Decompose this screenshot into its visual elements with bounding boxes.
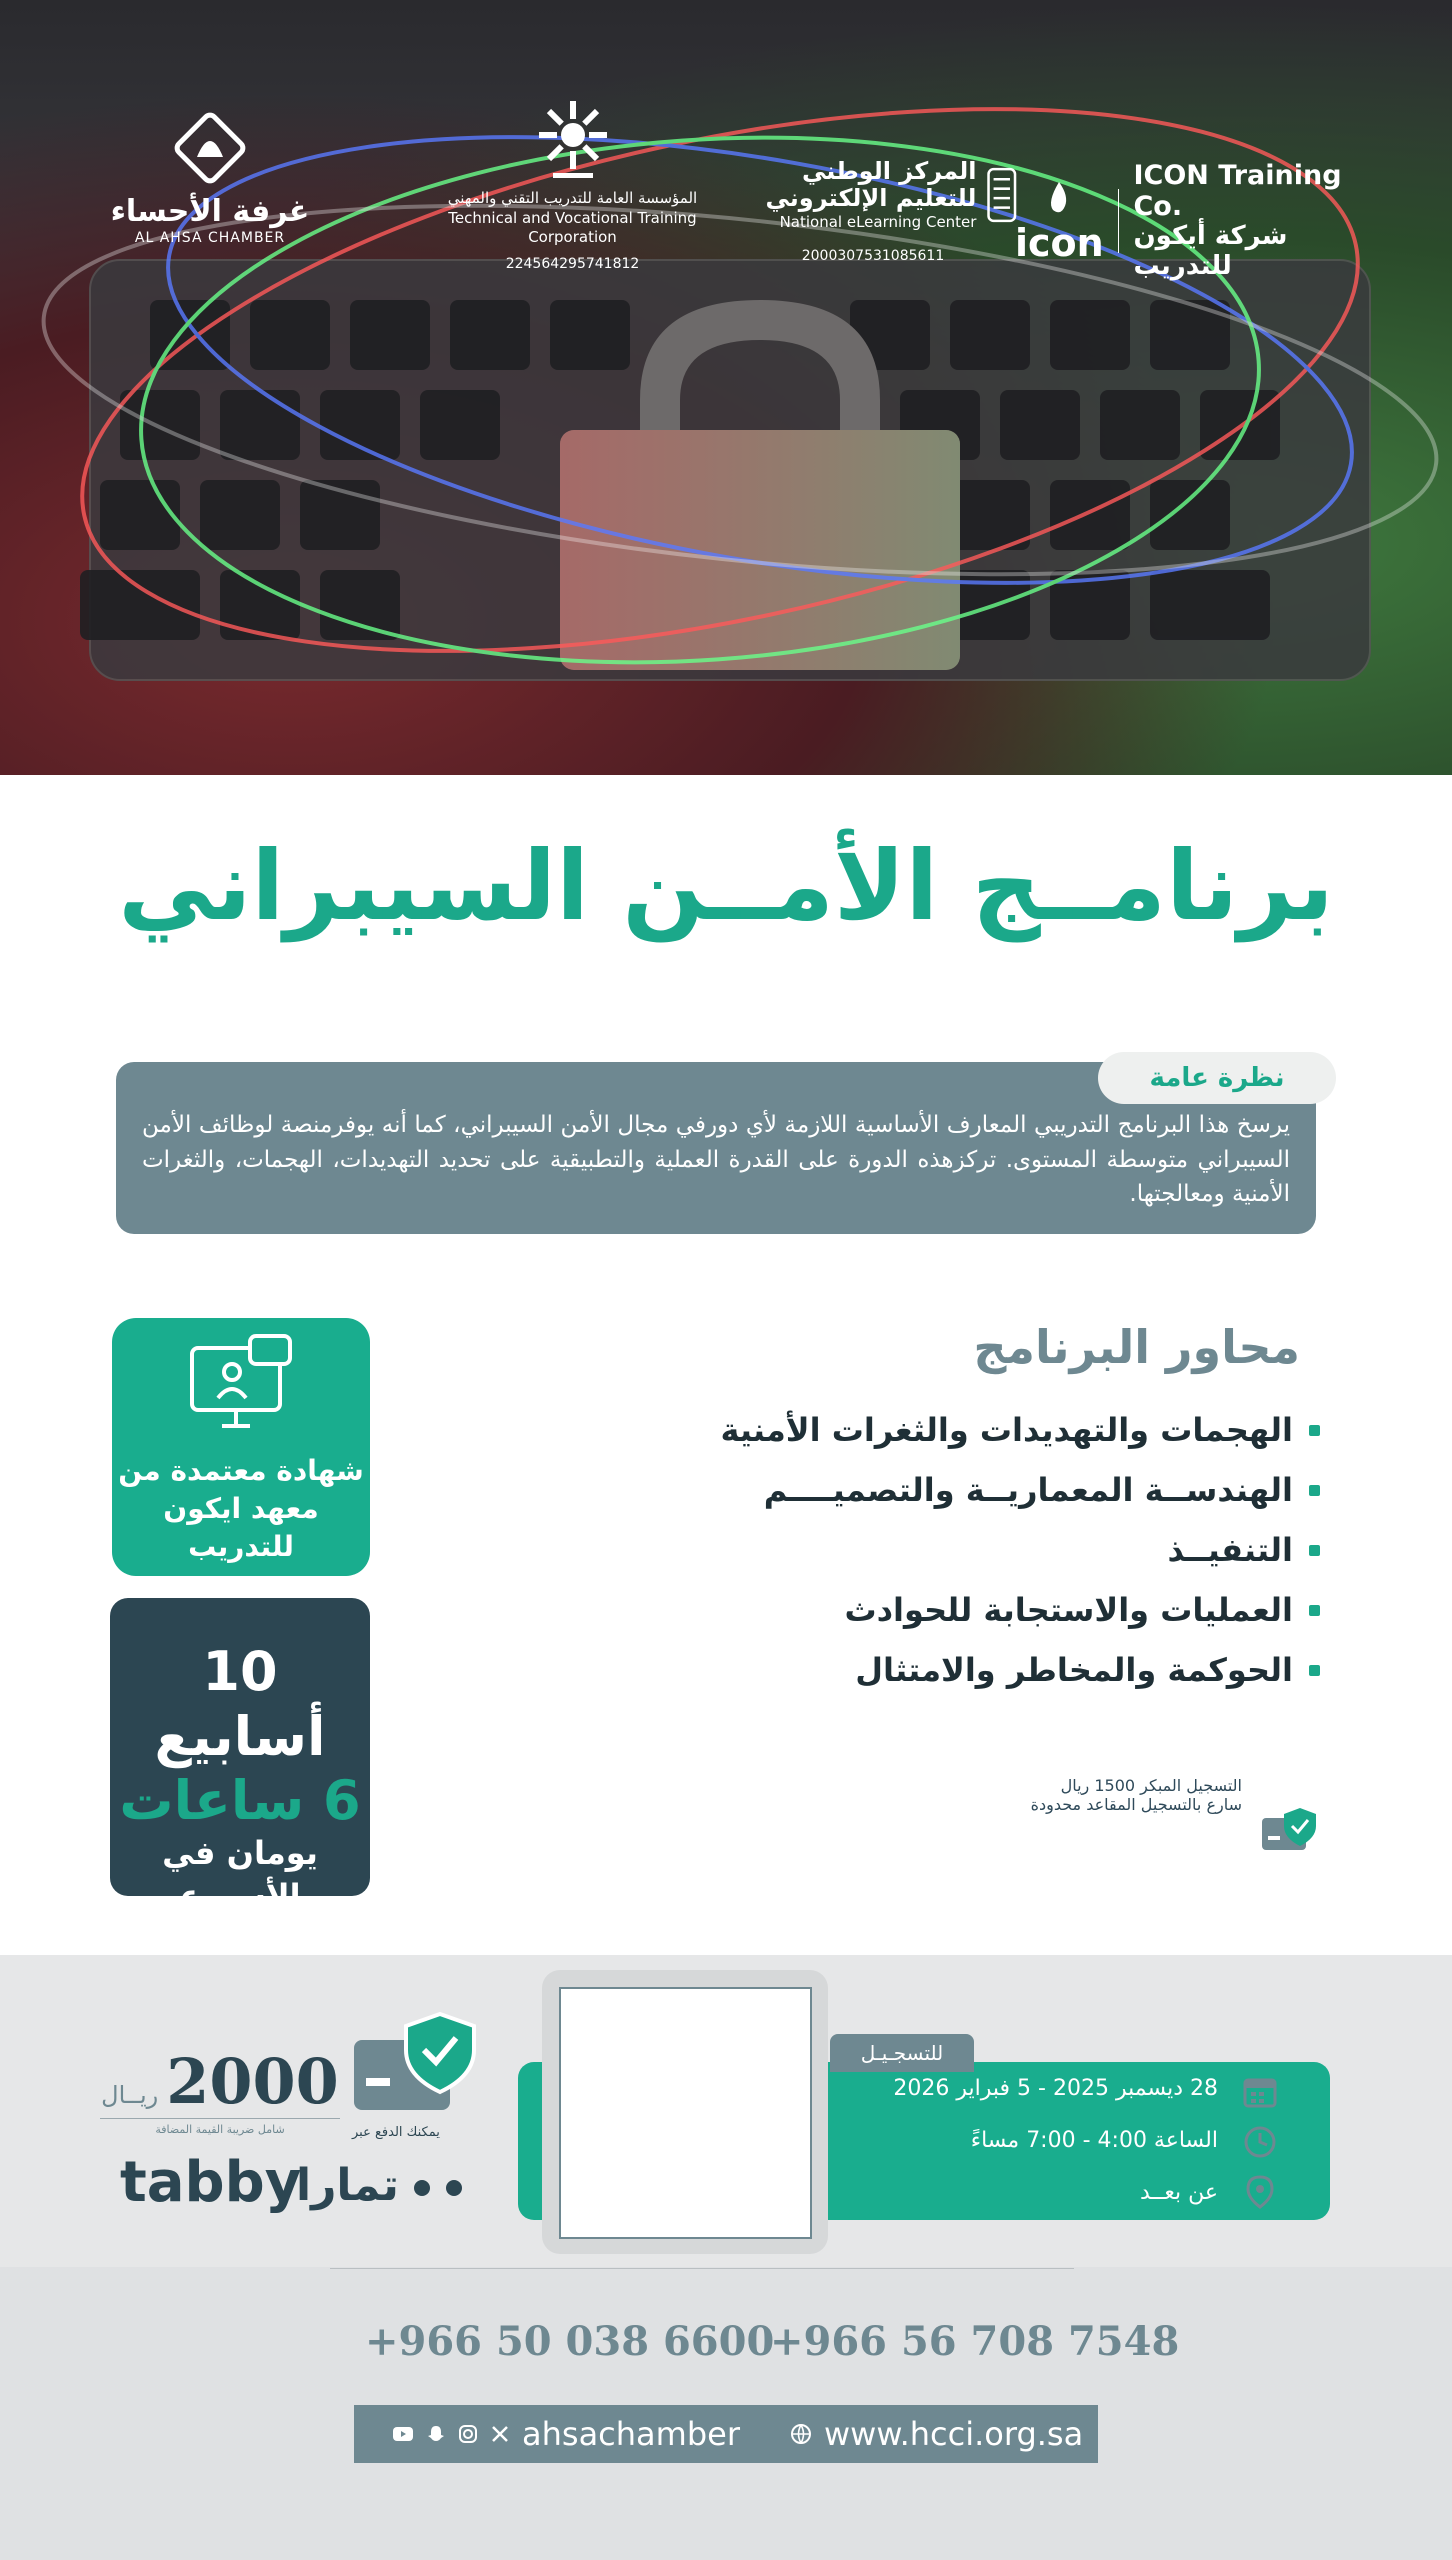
nelc-en-name: National eLearning Center — [779, 212, 977, 231]
monitor-chat-icon — [186, 1334, 296, 1434]
clock-icon — [1242, 2124, 1278, 2160]
registration-time: الساعة 4:00 - 7:00 مساءً — [970, 2128, 1218, 2153]
phone-number-1[interactable]: +966 50 038 6600 — [365, 2318, 775, 2365]
registration-date: 28 ديسمبر 2025 - 5 فبراير 2026 — [893, 2076, 1218, 2101]
tvtc-license-number: 224564295741812 — [505, 255, 640, 272]
card-shield-icon — [352, 2010, 478, 2120]
tamara-dot-icon — [446, 2180, 462, 2196]
axis-item-label: العمليات والاستجابة للحوادث — [844, 1591, 1293, 1629]
bullet-icon — [1309, 1665, 1320, 1676]
pay-by-label: يمكنك الدفع عبر — [352, 2125, 440, 2140]
youtube-icon[interactable] — [392, 2425, 414, 2443]
certificate-card — [112, 1318, 370, 1576]
tvtc-ar-name: المؤسسة العامة للتدريب التقني والمهني — [447, 189, 698, 207]
list-item — [560, 1460, 1320, 1520]
axes-title: محاور البرنامج — [973, 1320, 1300, 1374]
duration-hours: 6 ساعات — [119, 1768, 361, 1832]
snapchat-icon[interactable] — [426, 2424, 446, 2444]
axis-item-label: التنفيــذ — [1167, 1531, 1293, 1569]
phone-number-2[interactable]: +966 56 708 7548 — [770, 2318, 1180, 2365]
price-amount: 2000 — [166, 2045, 339, 2118]
tamara-dot-icon — [414, 2180, 430, 2196]
tvtc-logo — [420, 95, 725, 272]
chamber-emblem-icon — [167, 105, 253, 191]
registration-icons — [1238, 2062, 1282, 2220]
social-bar — [354, 2405, 1098, 2463]
globe-icon — [790, 2423, 812, 2445]
duration-weeks: 10 أسابيع — [154, 1640, 326, 1768]
axis-item-label: الهندســة المعماريــة والتصميــــم — [763, 1471, 1293, 1509]
nelc-emblem-icon — [986, 150, 1018, 240]
certificate-line2: معهد ايكون للتدريب — [163, 1491, 319, 1563]
tabby-logo: tabby — [120, 2150, 302, 2215]
icon-brand-text: icon — [1015, 220, 1104, 265]
early-registration-note: سارع بالتسجيل المقاعد محدودة — [1030, 1795, 1242, 1814]
bullet-icon — [1309, 1485, 1320, 1496]
flame-icon — [1039, 180, 1079, 220]
axes-list — [560, 1400, 1320, 1700]
al-ahsa-chamber-logo — [110, 105, 310, 246]
list-item — [560, 1400, 1320, 1460]
nelc-logo — [728, 150, 1018, 264]
registration-tab-label: للتسجـيـل — [830, 2034, 974, 2072]
price-vat-note: شامل ضريبة القيمة المضافة — [100, 2118, 340, 2136]
price-currency: ريــال — [101, 2081, 159, 2109]
nelc-ar-name: المركز الوطني للتعليم الإلكتروني — [765, 156, 977, 213]
list-item — [560, 1580, 1320, 1640]
qr-code-placeholder[interactable] — [559, 1987, 812, 2239]
bullet-icon — [1309, 1545, 1320, 1556]
x-twitter-icon[interactable] — [490, 2424, 510, 2444]
price-block — [100, 2045, 340, 2136]
registration-mode: عن بعــد — [1139, 2180, 1218, 2205]
duration-card — [110, 1598, 370, 1915]
social-handle[interactable]: ahsachamber — [522, 2415, 740, 2453]
tvtc-en-name: Technical and Vocational Training Corporation — [448, 208, 697, 246]
icon-en-name: ICON Training Co. — [1133, 160, 1342, 223]
chamber-ar-name: غرفة الأحساء — [110, 194, 310, 229]
overview-text: يرسخ هذا البرنامج التدريبي المعارف الأساسية اللازمة لأي دورفي مجال الأمن السيبراني، كما أنه يوفرمنصة لوظائف الأمن السيبراني متوسطة المستوى. تركزهذه الدورة على القدرة العملية والتطبيقية على تحديد التهديدات، الهجمات، والثغرات الأمنية ومعالجتها. — [142, 1112, 1290, 1207]
axis-item-label: الحوكمة والمخاطر والامتثال — [855, 1651, 1293, 1689]
certificate-line1: شهادة معتمدة من — [118, 1454, 364, 1487]
list-item — [560, 1640, 1320, 1700]
early-registration — [760, 1776, 1242, 1814]
website-link[interactable]: www.hcci.org.sa — [823, 2415, 1084, 2453]
duration-days: يومان في الأسبوع — [162, 1833, 318, 1915]
list-item — [560, 1520, 1320, 1580]
tamara-text: تمارا — [296, 2160, 399, 2211]
tamara-logo — [296, 2160, 462, 2211]
icon-ar-name: شركة أيكون للتدريب — [1133, 221, 1288, 281]
footer-divider — [330, 2268, 1074, 2269]
bullet-icon — [1309, 1425, 1320, 1436]
card-shield-icon — [1260, 1806, 1318, 1856]
chamber-en-name: AL AHSA CHAMBER — [134, 229, 286, 246]
early-registration-price: التسجيل المبكر 1500 ريال — [1060, 1776, 1242, 1795]
bullet-icon — [1309, 1605, 1320, 1616]
hero-banner — [0, 0, 1452, 775]
instagram-icon[interactable] — [458, 2424, 478, 2444]
overview-label: نظرة عامة — [1098, 1052, 1336, 1104]
axis-item-label: الهجمات والتهديدات والثغرات الأمنية — [720, 1411, 1293, 1449]
calendar-icon — [1242, 2074, 1278, 2110]
registration-details — [828, 2062, 1238, 2220]
icon-training-logo — [1015, 160, 1365, 282]
program-title: برنامــج الأمــن السيبراني — [118, 830, 1334, 942]
location-pin-icon — [1242, 2174, 1278, 2210]
nelc-license-number: 2000307531085611 — [801, 248, 945, 264]
tvtc-emblem-icon — [528, 95, 618, 185]
